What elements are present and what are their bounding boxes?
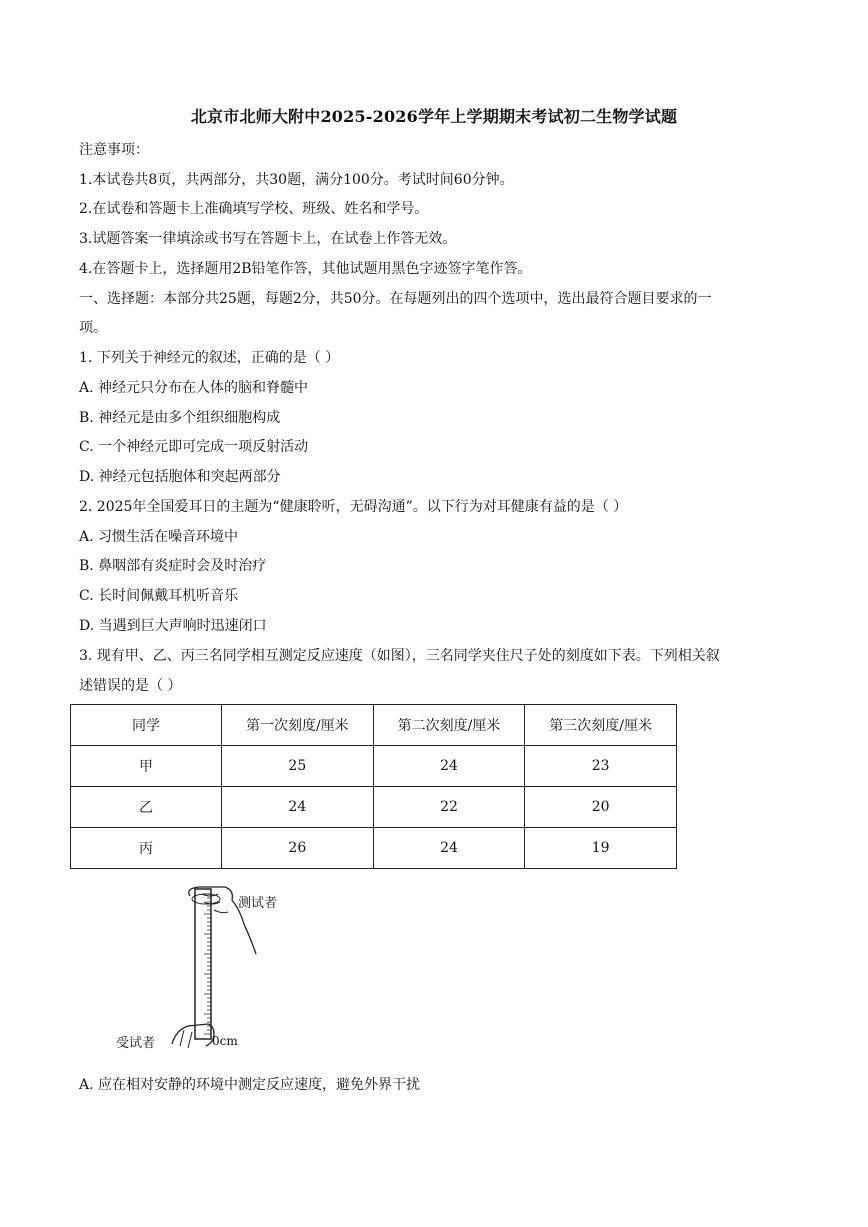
subject-fingers [180, 1030, 192, 1048]
table-header-cell: 第一次刻度/厘米 [222, 705, 374, 746]
question-2-option-b: B. 鼻咽部有炎症时会及时治疗 [79, 558, 267, 574]
table-cell: 20 [525, 787, 677, 828]
table-row [71, 787, 677, 828]
table-header-cell: 第二次刻度/厘米 [373, 705, 525, 746]
question-1-option-a: A. 神经元只分布在人体的脑和脊髓中 [79, 380, 309, 396]
section-instructions-cont: 项。 [79, 320, 107, 336]
question-1-stem: 1. 下列关于神经元的叙述，正确的是（ ） [79, 350, 340, 366]
subject-label: 受试者 [116, 1036, 156, 1051]
zero-cm-label: 0cm [212, 1034, 238, 1048]
notice-heading: 注意事项： [79, 142, 149, 158]
reaction-table [70, 704, 677, 869]
table-cell: 乙 [71, 787, 222, 828]
ruler-drop-illustration [110, 884, 310, 1054]
section-instructions: 一、选择题：本部分共25题，每题2分，共50分。在每题列出的四个选项中，选出最符合题目要求的一 [79, 291, 712, 307]
notice-item-2: 2.在试卷和答题卡上准确填写学校、班级、姓名和学号。 [79, 201, 429, 217]
table-cell: 24 [373, 828, 525, 869]
notice-item-1: 1.本试卷共8页，共两部分，共30题，满分100分。考试时间60分钟。 [79, 172, 514, 188]
question-3-stem: 3. 现有甲、乙、丙三名同学相互测定反应速度（如图），三名同学夹住尺子处的刻度如下表。下列相关叙 [79, 648, 720, 664]
table-cell: 丙 [71, 828, 222, 869]
table-cell: 24 [373, 746, 525, 787]
notice-item-4: 4.在答题卡上，选择题用2B铅笔作答，其他试题用黑色字迹签字笔作答。 [79, 261, 532, 277]
question-2-option-a: A. 习惯生活在噪音环境中 [79, 529, 239, 545]
question-1-option-c: C. 一个神经元即可完成一项反射活动 [79, 439, 309, 455]
question-1-option-b: B. 神经元是由多个组织细胞构成 [79, 410, 281, 426]
notice-item-3: 3.试题答案一律填涂或书写在答题卡上，在试卷上作答无效。 [79, 231, 457, 247]
question-3-stem-cont: 述错误的是（ ） [79, 678, 182, 694]
question-1-option-d: D. 神经元包括胞体和突起两部分 [79, 469, 281, 485]
table-row [71, 828, 677, 869]
table-cell: 19 [525, 828, 677, 869]
table-cell: 23 [525, 746, 677, 787]
question-2-option-d: D. 当遇到巨大声响时迅速闭口 [79, 618, 267, 634]
question-3-option-a: A. 应在相对安静的环境中测定反应速度，避免外界干扰 [79, 1077, 421, 1093]
table-header-row [71, 705, 677, 746]
question-2-stem: 2. 2025年全国爱耳日的主题为“健康聆听，无碍沟通”。以下行为对耳健康有益的是（ ） [79, 499, 628, 515]
table-row [71, 746, 677, 787]
page-title: 北京市北师大附中2025-2026学年上学期期末考试初二生物学试题 [190, 107, 678, 126]
table-header-cell: 同学 [71, 705, 222, 746]
table-cell: 26 [222, 828, 374, 869]
table-cell: 24 [222, 787, 374, 828]
tester-label: 测试者 [238, 896, 278, 911]
table-cell: 甲 [71, 746, 222, 787]
table-cell: 22 [373, 787, 525, 828]
ruler-figure [110, 884, 310, 1054]
table-header-cell: 第三次刻度/厘米 [525, 705, 677, 746]
table-cell: 25 [222, 746, 374, 787]
question-2-option-c: C. 长时间佩戴耳机听音乐 [79, 588, 239, 604]
ruler-body [195, 889, 211, 1039]
